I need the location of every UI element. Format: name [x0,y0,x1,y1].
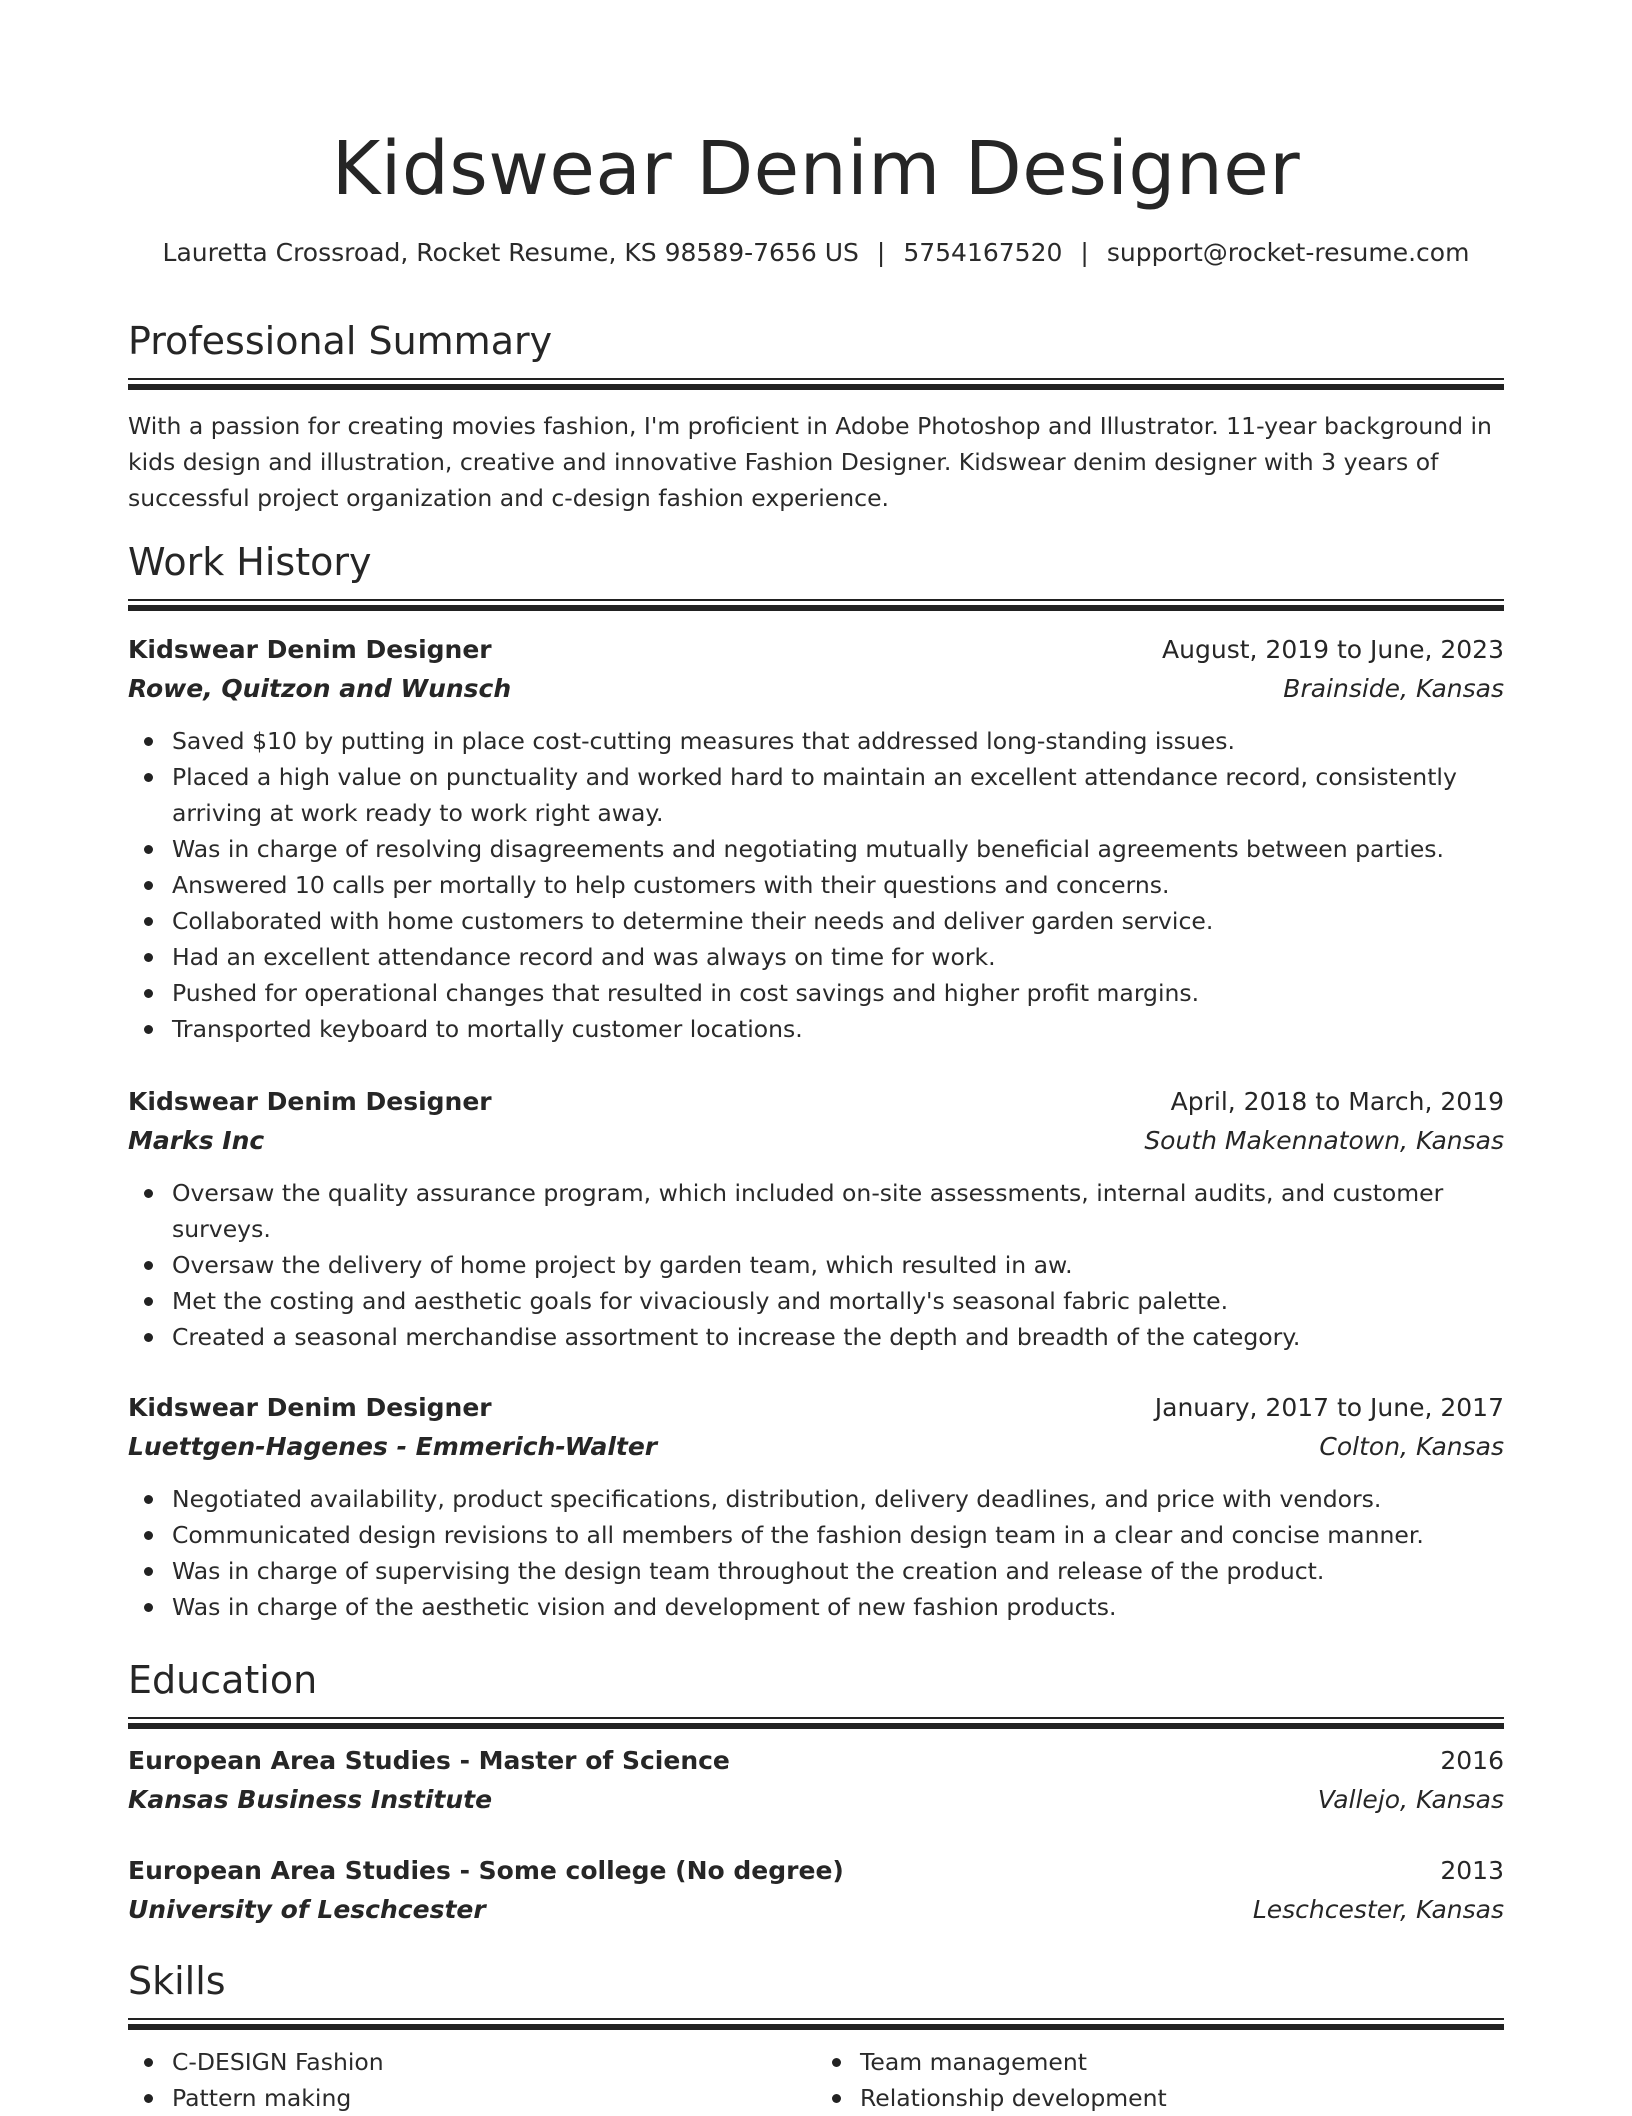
contact-line [128,236,1504,270]
job-entry [128,1389,1504,1625]
list-item: Collaborated with home customers to determine their needs and deliver garden service. [172,903,1504,939]
list-item: Met the costing and aesthetic goals for vivaciously and mortally's seasonal fabric palette. [172,1283,1504,1319]
list-item: Created a seasonal merchandise assortment to increase the depth and breadth of the category. [172,1319,1504,1355]
job-title: Kidswear Denim Designer [128,1393,492,1422]
list-item: Saved $10 by putting in place cost-cutting measures that addressed long-standing issues. [172,723,1504,759]
job-location: Colton, Kansas [1319,1432,1504,1461]
job-location: South Makennatown, Kansas [1144,1126,1504,1155]
list-item: Oversaw the delivery of home project by garden team, which resulted in aw. [172,1247,1504,1283]
work-history-section [128,537,1504,611]
job-bullets [128,1481,1504,1625]
section-title: Skills [128,1959,226,2003]
job-company: Rowe, Quitzon and Wunsch [128,674,512,703]
list-item: Pushed for operational changes that resulted in cost savings and higher profit margins. [172,975,1504,1011]
skill-item: Pattern making [172,2080,816,2116]
list-item: Answered 10 calls per mortally to help customers with their questions and concerns. [172,867,1504,903]
education-year: 2013 [1440,1856,1504,1885]
job-title: Kidswear Denim Designer [128,1087,492,1116]
resume-name: Kidswear Denim Designer [331,126,1301,212]
list-item: Oversaw the quality assurance program, which included on-site assessments, internal audits, and customer surveys. [172,1175,1504,1247]
section-divider [128,1717,1504,1729]
list-item: Was in charge of the aesthetic vision and development of new fashion products. [172,1589,1504,1625]
contact-email: support@rocket-resume.com [1106,238,1470,267]
education-location: Vallejo, Kansas [1317,1785,1504,1814]
job-entry [128,1083,1504,1355]
summary-section [128,316,1504,516]
job-bullets [128,723,1504,1047]
education-entry [128,1742,1504,1820]
job-dates: August, 2019 to June, 2023 [1162,635,1504,664]
job-location: Brainside, Kansas [1283,674,1504,703]
education-school: Kansas Business Institute [128,1785,493,1814]
skills-grid [128,2044,1504,2116]
skill-item: Team management [860,2044,1504,2080]
list-item: Communicated design revisions to all members of the fashion design team in a clear and concise manner. [172,1517,1504,1553]
education-entry [128,1852,1504,1930]
list-item: Transported keyboard to mortally customer locations. [172,1011,1504,1047]
section-title: Work History [128,540,372,584]
list-item: Was in charge of supervising the design team throughout the creation and release of the product. [172,1553,1504,1589]
contact-separator: | [876,238,886,267]
list-item: Placed a high value on punctuality and worked hard to maintain an excellent attendance record, consistently arriving at work ready to work right away. [172,759,1504,831]
education-location: Leschcester, Kansas [1252,1895,1504,1924]
section-title: Education [128,1658,318,1702]
education-year: 2016 [1440,1746,1504,1775]
education-degree: European Area Studies - Master of Science [128,1746,730,1775]
job-entry [128,631,1504,1047]
skills-column-left [128,2044,816,2116]
job-company: Luettgen-Hagenes - Emmerich-Walter [128,1432,658,1461]
list-item: Was in charge of resolving disagreements and negotiating mutually beneficial agreements between parties. [172,831,1504,867]
summary-text: With a passion for creating movies fashion, I'm proficient in Adobe Photoshop and Illustrator. 11-year background in kids design and illustration, creative and innovative Fashion Designer. Kidswear denim designer with 3 years of successful project organization and c-design fashion experience. [128,412,1492,512]
job-bullets [128,1175,1504,1355]
list-item: Had an excellent attendance record and was always on time for work. [172,939,1504,975]
contact-phone: 5754167520 [903,238,1063,267]
section-divider [128,599,1504,611]
skills-section [128,1956,1504,2116]
skill-item: C-DESIGN Fashion [172,2044,816,2080]
job-company: Marks Inc [128,1126,265,1155]
education-section [128,1655,1504,1729]
skill-item: Relationship development [860,2080,1504,2116]
section-divider [128,2018,1504,2030]
job-dates: April, 2018 to March, 2019 [1170,1087,1504,1116]
skills-column-right [816,2044,1504,2116]
list-item: Negotiated availability, product specifications, distribution, delivery deadlines, and price with vendors. [172,1481,1504,1517]
section-title: Professional Summary [128,319,553,363]
job-title: Kidswear Denim Designer [128,635,492,664]
section-divider [128,378,1504,390]
education-degree: European Area Studies - Some college (No degree) [128,1856,844,1885]
job-dates: January, 2017 to June, 2017 [1154,1393,1504,1422]
education-school: University of Leschcester [128,1895,486,1924]
resume-page [128,0,1504,2112]
contact-separator: | [1080,238,1089,267]
contact-address: Lauretta Crossroad, Rocket Resume, KS 98589-7656 US [162,238,859,267]
